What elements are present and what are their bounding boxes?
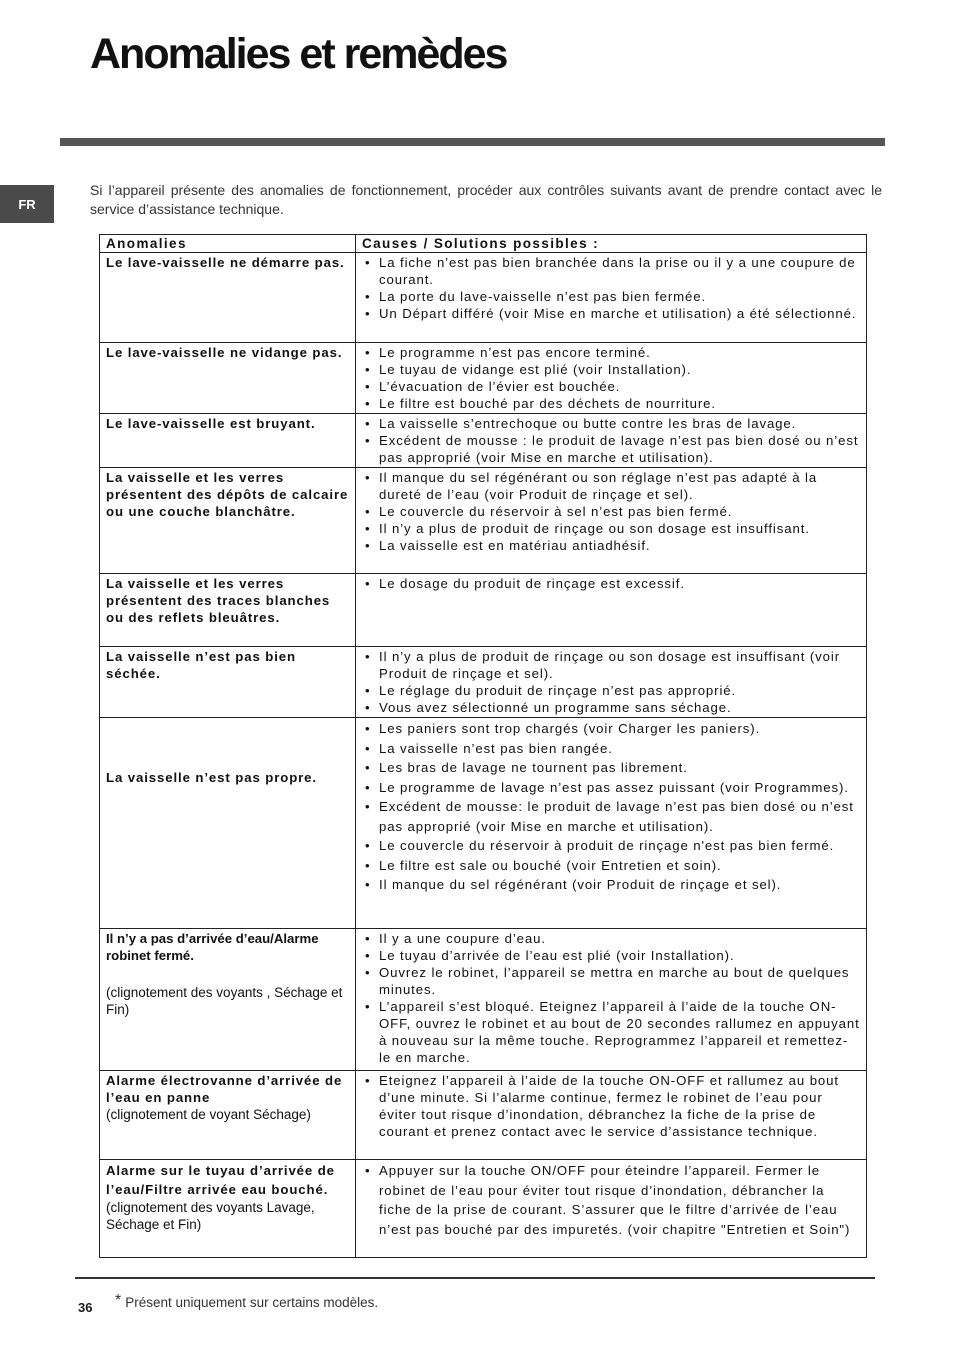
causes-list [362, 648, 860, 716]
causes-list [362, 719, 860, 895]
cause-item: • Il n’y a plus de produit de rinçage ou son dosage est insuffisant (voir Produit de rinçage et sel). [362, 648, 860, 682]
cause-item: • Le tuyau de vidange est plié (voir Installation). [362, 361, 860, 378]
causes-cell [356, 414, 867, 468]
causes-list [362, 1072, 860, 1140]
footnote-text: Présent uniquement sur certains modèles. [125, 1295, 379, 1310]
table-row [100, 718, 867, 929]
footnote-asterisk: * [115, 1292, 122, 1309]
causes-list [362, 930, 860, 1066]
anomaly-text: Alarme sur le tuyau d’arrivée de l’eau/Filtre arrivée eau bouché. [106, 1163, 335, 1197]
causes-cell [356, 1160, 867, 1258]
cause-item: • Les bras de lavage ne tournent pas librement. [362, 758, 860, 778]
cause-item: • Excédent de mousse: le produit de lavage n’est pas bien dosé ou n’est pas approprié (voir Mise en marche et utilisation). [362, 797, 860, 836]
title-divider [60, 138, 885, 146]
cause-item: • Le programme de lavage n’est pas assez puissant (voir Programmes). [362, 778, 860, 798]
cause-item: • Le réglage du produit de rinçage n’est pas approprié. [362, 682, 860, 699]
anomaly-text: Il n’y a pas d’arrivée d’eau/Alarme robinet fermé. [106, 931, 319, 963]
cause-item: • Le couvercle du réservoir à produit de rinçage n'est pas bien fermé. [362, 836, 860, 856]
causes-list [362, 469, 860, 554]
cause-item: • Le tuyau d’arrivée de l’eau est plié (voir Installation). [362, 947, 860, 964]
anomaly-cell: Le lave-vaisselle ne démarre pas. [100, 253, 356, 343]
table-row [100, 1160, 867, 1258]
causes-list [362, 344, 860, 412]
page-number: 36 [78, 1300, 93, 1315]
language-tab: FR [0, 185, 54, 223]
anomaly-cell: La vaisselle et les verres présentent des traces blanches ou des reflets bleuâtres. [100, 574, 356, 647]
causes-cell [356, 647, 867, 718]
cause-item: • Le programme n’est pas encore terminé. [362, 344, 860, 361]
anomaly-cell: Le lave-vaisselle ne vidange pas. [100, 343, 356, 414]
table-row [100, 574, 867, 647]
causes-list [362, 415, 860, 466]
cause-item: • Appuyer sur la touche ON/OFF pour éteindre l’appareil. Fermer le robinet de l’eau pour éviter tout risque d’inondation, débrancher la fiche de la prise de courant. S’assurer que le filtre d’arrivée de l’eau n’est pas bouché par des impuretés. (voir chapitre "Entretien et Soin") [362, 1161, 860, 1239]
anomaly-note: (clignotement des voyants Lavage, Séchage et Fin) [106, 1200, 315, 1232]
anomaly-cell: La vaisselle et les verres présentent des dépôts de calcaire ou une couche blanchâtre. [100, 468, 356, 574]
cause-item: • L’évacuation de l’évier est bouchée. [362, 378, 860, 395]
table-row [100, 343, 867, 414]
table-row [100, 414, 867, 468]
cause-item: • La porte du lave-vaisselle n’est pas bien fermée. [362, 288, 860, 305]
causes-cell [356, 574, 867, 647]
cause-item: • Ouvrez le robinet, l’appareil se mettra en marche au bout de quelques minutes. [362, 964, 860, 998]
footnote [115, 1292, 378, 1310]
causes-cell [356, 343, 867, 414]
header-anomalies: Anomalies [100, 235, 356, 253]
cause-item: • Il n’y a plus de produit de rinçage ou son dosage est insuffisant. [362, 520, 860, 537]
intro-paragraph: Si l’appareil présente des anomalies de fonctionnement, procéder aux contrôles suivants avant de prendre contact avec le service d’assistance technique. [90, 182, 882, 217]
cause-item: • Le filtre est bouché par des déchets de nourriture. [362, 395, 860, 412]
causes-cell [356, 253, 867, 343]
cause-item: • Il manque du sel régénérant ou son réglage n’est pas adapté à la dureté de l’eau (voir Produit de rinçage et sel). [362, 469, 860, 503]
cause-item: • Il y a une coupure d’eau. [362, 930, 860, 947]
cause-item: • La vaisselle est en matériau antiadhésif. [362, 537, 860, 554]
cause-item: • Un Départ différé (voir Mise en marche et utilisation) a été sélectionné. [362, 305, 860, 322]
anomaly-text: Alarme électrovanne d’arrivée de l’eau en panne [106, 1073, 343, 1105]
anomaly-cell [100, 929, 356, 1071]
anomaly-cell [100, 1071, 356, 1160]
cause-item: • Eteignez l’appareil à l’aide de la touche ON-OFF et rallumez au bout d’une minute. Si l’alarme continue, fermez le robinet de l’eau pour éviter tout risque d’inondation, débranchez la fiche de la prise de courant et prenez contact avec le service d’assistance technique. [362, 1072, 860, 1140]
anomaly-cell [100, 718, 356, 929]
table-row [100, 1071, 867, 1160]
cause-item: • Le couvercle du réservoir à sel n’est pas bien fermé. [362, 503, 860, 520]
causes-cell [356, 718, 867, 929]
cause-item: • Excédent de mousse : le produit de lavage n’est pas bien dosé ou n’est pas approprié (voir Mise en marche et utilisation). [362, 432, 860, 466]
causes-cell [356, 468, 867, 574]
causes-cell [356, 929, 867, 1071]
table-row [100, 253, 867, 343]
causes-list [362, 575, 860, 592]
anomaly-note: (clignotement de voyant Séchage) [106, 1107, 311, 1122]
table-row [100, 929, 867, 1071]
anomaly-text: La vaisselle n’est pas propre. [106, 770, 317, 785]
causes-list [362, 1161, 860, 1239]
anomaly-cell: Le lave-vaisselle est bruyant. [100, 414, 356, 468]
cause-item: • Le filtre est sale ou bouché (voir Entretien et soin). [362, 856, 860, 876]
table-row [100, 468, 867, 574]
cause-item: • La fiche n’est pas bien branchée dans la prise ou il y a une coupure de courant. [362, 254, 860, 288]
cause-item: • Il manque du sel régénérant (voir Produit de rinçage et sel). [362, 875, 860, 895]
footer-divider [75, 1277, 875, 1279]
cause-item: • La vaisselle n’est pas bien rangée. [362, 739, 860, 759]
cause-item: • La vaisselle s’entrechoque ou butte contre les bras de lavage. [362, 415, 860, 432]
anomaly-cell [100, 1160, 356, 1258]
causes-cell [356, 1071, 867, 1160]
table-row [100, 647, 867, 718]
cause-item: • Les paniers sont trop chargés (voir Charger les paniers). [362, 719, 860, 739]
causes-list [362, 254, 860, 322]
cause-item: • Vous avez sélectionné un programme sans séchage. [362, 699, 860, 716]
cause-item: • Le dosage du produit de rinçage est excessif. [362, 575, 860, 592]
anomaly-note: (clignotement des voyants , Séchage et Fin) [106, 985, 343, 1017]
cause-item: • L’appareil s’est bloqué. Eteignez l’appareil à l’aide de la touche ON-OFF, ouvrez le robinet et au bout de 20 secondes rallumez en appuyant à nouveau sur la même touche. Reprogrammez l’appareil et remettez-le en marche. [362, 998, 860, 1066]
table-header-row [100, 235, 867, 253]
troubleshooting-table [99, 234, 867, 1258]
page-title: Anomalies et remèdes [90, 30, 507, 78]
anomaly-cell: La vaisselle n’est pas bien séchée. [100, 647, 356, 718]
header-causes: Causes / Solutions possibles : [356, 235, 867, 253]
